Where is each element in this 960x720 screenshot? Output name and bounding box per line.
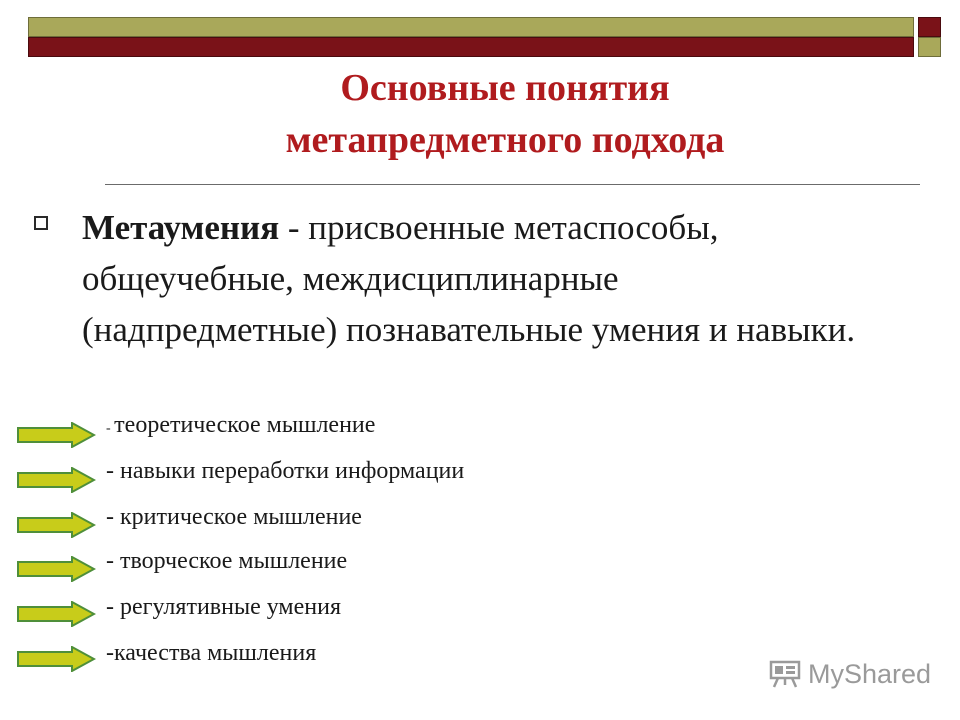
right-arrow-icon: [16, 601, 96, 627]
right-arrow-icon: [16, 422, 96, 448]
right-arrow-icon: [16, 512, 96, 538]
right-arrow-icon: [16, 556, 96, 582]
corner-block-olive: [918, 37, 941, 57]
definition-text: - присвоенные метаспособы, общеучебные, междисциплинарные (надпредметные) познавательные умения и навыки.: [82, 208, 856, 349]
list-item: -качества мышления: [106, 640, 317, 666]
corner-block-red: [918, 17, 941, 37]
header-bar-red: [28, 37, 914, 57]
title-divider: [105, 184, 920, 185]
right-arrow-icon: [16, 467, 96, 493]
list-item: - регулятивные умения: [106, 594, 341, 620]
list-item: - теоретическое мышление: [106, 412, 376, 438]
title-line-2: метапредметного подхода: [285, 119, 725, 161]
list-item: - навыки переработки информации: [106, 458, 465, 484]
right-arrow-icon: [16, 646, 96, 672]
header-bar-olive: [28, 17, 914, 37]
watermark: [768, 656, 931, 692]
square-bullet-icon: [34, 216, 48, 230]
slide-title: [150, 62, 860, 166]
term: Метаумения: [82, 208, 280, 247]
watermark-text: MyShared: [808, 658, 932, 689]
title-line-1: Основные понятия: [340, 67, 670, 109]
presentation-board-icon: [768, 659, 802, 689]
list-item: - творческое мышление: [106, 548, 348, 574]
definition-paragraph: [82, 202, 882, 355]
list-item: - критическое мышление: [106, 504, 362, 530]
